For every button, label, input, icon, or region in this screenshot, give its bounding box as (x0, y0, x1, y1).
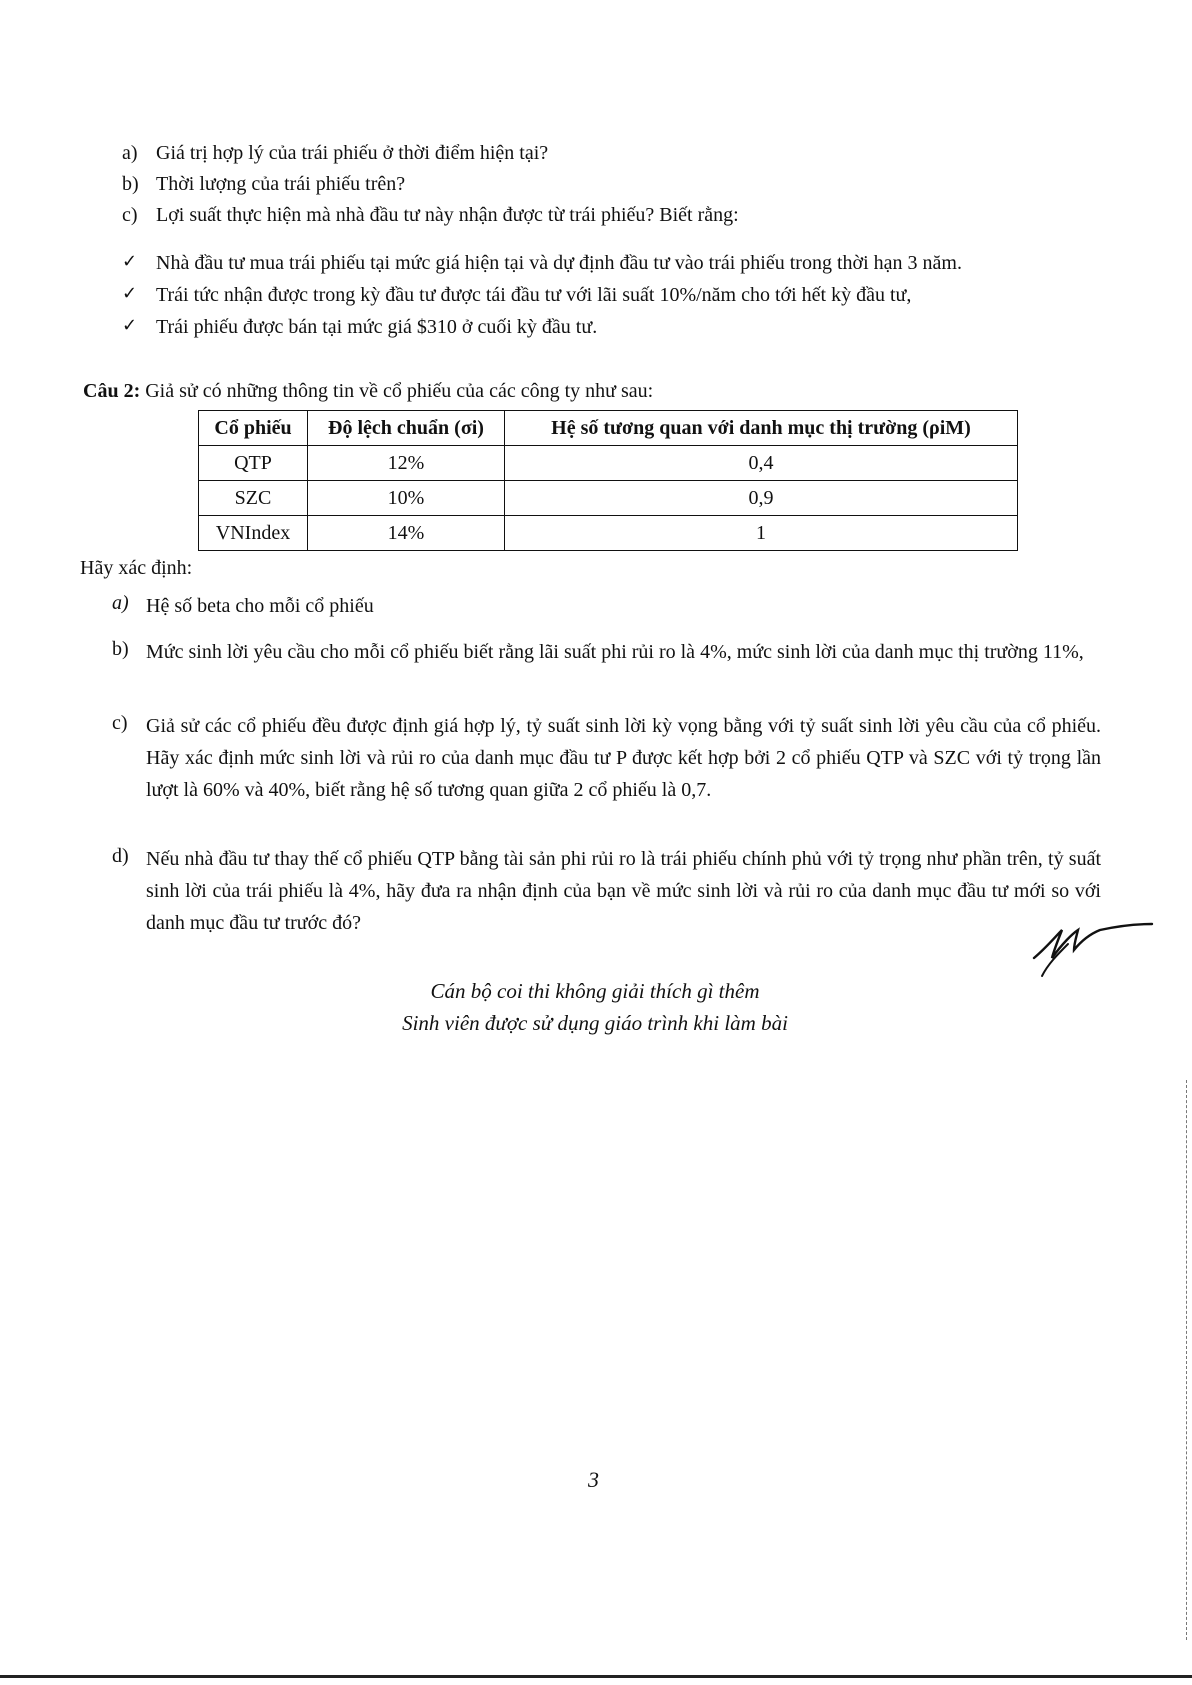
part-text: Mức sinh lời yêu cầu cho mỗi cổ phiếu biết rằng lãi suất phi rủi ro là 4%, mức sinh lời của danh mục thị trường 11%, (146, 641, 1084, 663)
determine-label: Hãy xác định: (80, 557, 193, 579)
part-text: Hệ số beta cho mỗi cổ phiếu (146, 595, 374, 617)
footer-line-2: Sinh viên được sử dụng giáo trình khi làm bài (402, 1011, 788, 1035)
item-text: Thời lượng của trái phiếu trên? (156, 173, 406, 195)
item-marker: b) (122, 173, 139, 195)
checkmark-icon: ✓ (122, 251, 138, 272)
cell-std-dev: 10% (308, 481, 505, 516)
cell-std-dev: 12% (308, 446, 505, 481)
page-number: 3 (588, 1467, 599, 1492)
cell-stock: SZC (199, 481, 308, 516)
q2-label: Câu 2: (83, 380, 141, 402)
cell-stock: VNIndex (199, 516, 308, 551)
item-marker: a) (122, 142, 138, 164)
header-correlation: Hệ số tương quan với danh mục thị trường (ρiM) (505, 411, 1018, 446)
item-text: Lợi suất thực hiện mà nhà đầu tư này nhận được từ trái phiếu? Biết rằng: (156, 204, 739, 226)
scan-edge-line (1186, 1080, 1187, 1640)
table-row (199, 481, 1018, 516)
part-text: Giả sử các cổ phiếu đều được định giá hợp lý, tỷ suất sinh lời kỳ vọng bằng với tỷ suất sinh lời yêu cầu của cổ phiếu. Hãy xác định mức sinh lời và rủi ro của danh mục đầu tư P được kết hợp bởi 2 cổ phiếu QTP và SZC với tỷ trọng lần lượt là 60% và 40%, biết rằng hệ số tương quan giữa 2 cổ phiếu là 0,7. (146, 715, 1101, 801)
cell-correlation: 0,4 (505, 446, 1018, 481)
part-text: Nếu nhà đầu tư thay thế cổ phiếu QTP bằng tài sản phi rủi ro là trái phiếu chính phủ với tỷ trọng như phần trên, tỷ suất sinh lời của trái phiếu là 4%, hãy đưa ra nhận định của bạn về mức sinh lời và rủi ro của danh mục đầu tư mới so với danh mục đầu tư trước đó? (146, 848, 1101, 934)
part-marker: a) (112, 592, 129, 614)
part-marker: d) (112, 845, 129, 867)
condition-text: Trái tức nhận được trong kỳ đầu tư được tái đầu tư với lãi suất 10%/năm cho tới hết kỳ đầu tư, (156, 284, 912, 306)
header-stock: Cổ phiếu (199, 411, 308, 446)
scan-bottom-edge (0, 1675, 1192, 1678)
table-header-row (199, 411, 1018, 446)
item-text: Giá trị hợp lý của trái phiếu ở thời điểm hiện tại? (156, 142, 549, 164)
cell-std-dev: 14% (308, 516, 505, 551)
q2-intro: Giả sử có những thông tin về cổ phiếu của các công ty như sau: (145, 380, 654, 402)
footer-line-1: Cán bộ coi thi không giải thích gì thêm (430, 979, 760, 1003)
header-std-dev: Độ lệch chuẩn (σi) (308, 411, 505, 446)
condition-text: Trái phiếu được bán tại mức giá $310 ở cuối kỳ đầu tư. (156, 316, 598, 338)
part-marker: c) (112, 712, 128, 734)
stock-table (198, 410, 1018, 551)
signature-mark (1028, 918, 1158, 980)
table-row (199, 446, 1018, 481)
cell-correlation: 0,9 (505, 481, 1018, 516)
condition-text: Nhà đầu tư mua trái phiếu tại mức giá hiện tại và dự định đầu tư vào trái phiếu trong thời hạn 3 năm. (156, 252, 962, 274)
item-marker: c) (122, 204, 138, 226)
part-marker: b) (112, 638, 129, 660)
q2-heading (83, 378, 653, 404)
cell-correlation: 1 (505, 516, 1018, 551)
checkmark-icon: ✓ (122, 315, 138, 336)
cell-stock: QTP (199, 446, 308, 481)
checkmark-icon: ✓ (122, 283, 138, 304)
table-row (199, 516, 1018, 551)
